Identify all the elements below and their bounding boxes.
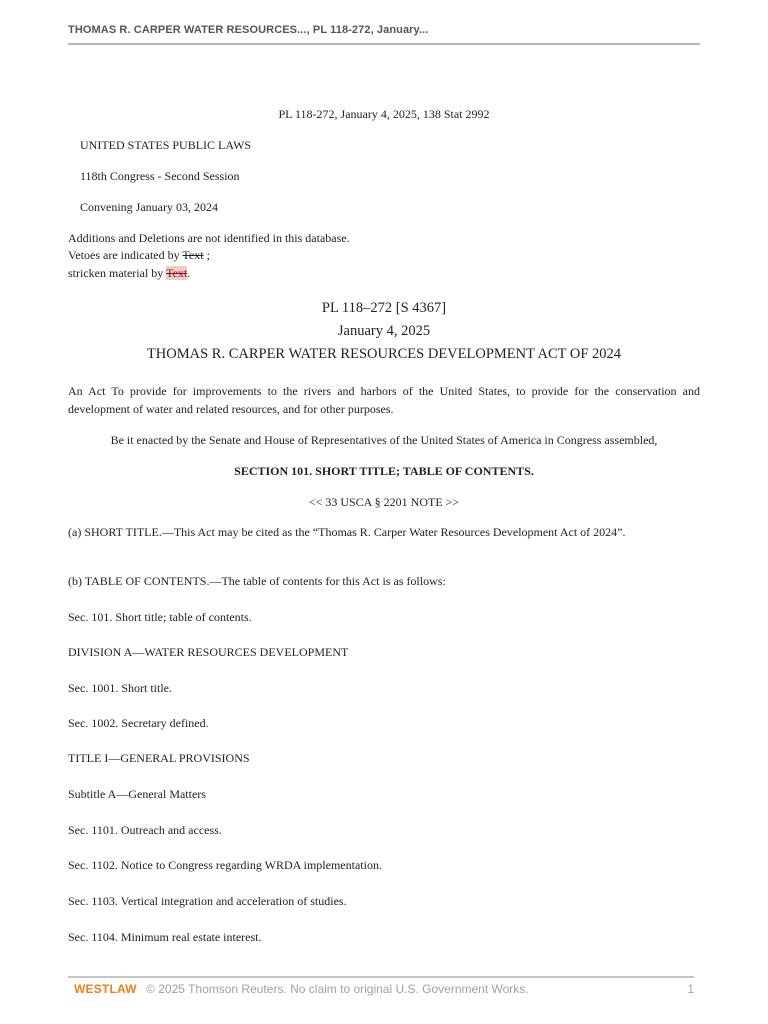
copyright-notice: © 2025 Thomson Reuters. No claim to original U.S. Government Works. bbox=[146, 982, 529, 996]
toc-item: DIVISION A—WATER RESOURCES DEVELOPMENT bbox=[68, 645, 349, 659]
page-footer bbox=[74, 982, 694, 996]
running-header: THOMAS R. CARPER WATER RESOURCES..., PL 118-272, January... bbox=[68, 24, 429, 36]
law-number: PL 118–272 [S 4367] bbox=[321, 300, 447, 316]
usca-note: << 33 USCA § 2201 NOTE >> bbox=[308, 495, 460, 509]
note-stricken-suffix: . bbox=[187, 266, 191, 280]
toc-item: Sec. 1002. Secretary defined. bbox=[68, 716, 209, 730]
note-stricken bbox=[68, 266, 190, 280]
source-collection: UNITED STATES PUBLIC LAWS bbox=[80, 138, 252, 152]
note-vetoes-prefix: Vetoes are indicated by bbox=[68, 248, 180, 262]
footer-divider bbox=[68, 976, 694, 978]
toc-item: Subtitle A—General Matters bbox=[68, 787, 206, 801]
stricken-sample-text: Text bbox=[166, 266, 188, 280]
enacting-clause: Be it enacted by the Senate and House of Representatives of the United States of America in Congress assembled, bbox=[110, 433, 658, 447]
law-date: January 4, 2025 bbox=[337, 323, 431, 339]
toc-item: Sec. 101. Short title; table of contents. bbox=[68, 610, 252, 624]
header-divider bbox=[68, 43, 700, 45]
toc-item: TITLE I—GENERAL PROVISIONS bbox=[68, 751, 250, 765]
toc-item: Sec. 1102. Notice to Congress regarding WRDA implementation. bbox=[68, 858, 382, 872]
westlaw-logo: WESTLAW bbox=[74, 982, 137, 996]
page-number: 1 bbox=[687, 982, 694, 996]
source-congress: 118th Congress - Second Session bbox=[80, 169, 240, 183]
source-convening: Convening January 03, 2024 bbox=[80, 200, 218, 214]
toc-item: Sec. 1101. Outreach and access. bbox=[68, 823, 222, 837]
toc-item: Sec. 1104. Minimum real estate interest. bbox=[68, 930, 262, 944]
toc-item: Sec. 1103. Vertical integration and acceleration of studies. bbox=[68, 894, 347, 908]
veto-sample-text: Text bbox=[182, 248, 204, 262]
act-title: THOMAS R. CARPER WATER RESOURCES DEVELOPMENT ACT OF 2024 bbox=[146, 346, 622, 362]
section-heading: SECTION 101. SHORT TITLE; TABLE OF CONTENTS. bbox=[234, 464, 534, 478]
note-vetoes bbox=[68, 248, 210, 262]
note-stricken-prefix: stricken material by bbox=[68, 266, 164, 280]
citation-line: PL 118-272, January 4, 2025, 138 Stat 2992 bbox=[278, 107, 490, 121]
toc-item: Sec. 1001. Short title. bbox=[68, 681, 172, 695]
note-additions: Additions and Deletions are not identified in this database. bbox=[68, 231, 350, 245]
toc-intro: (b) TABLE OF CONTENTS.—The table of contents for this Act is as follows: bbox=[68, 574, 446, 588]
act-purpose: An Act To provide for improvements to the rivers and harbors of the United States, to provide for the conservation and development of water and related resources, and for other purposes. bbox=[68, 384, 700, 416]
note-vetoes-suffix: ; bbox=[206, 248, 210, 262]
short-title-paragraph: (a) SHORT TITLE.—This Act may be cited as the “Thomas R. Carper Water Resources Development Act of 2024”. bbox=[68, 525, 626, 539]
